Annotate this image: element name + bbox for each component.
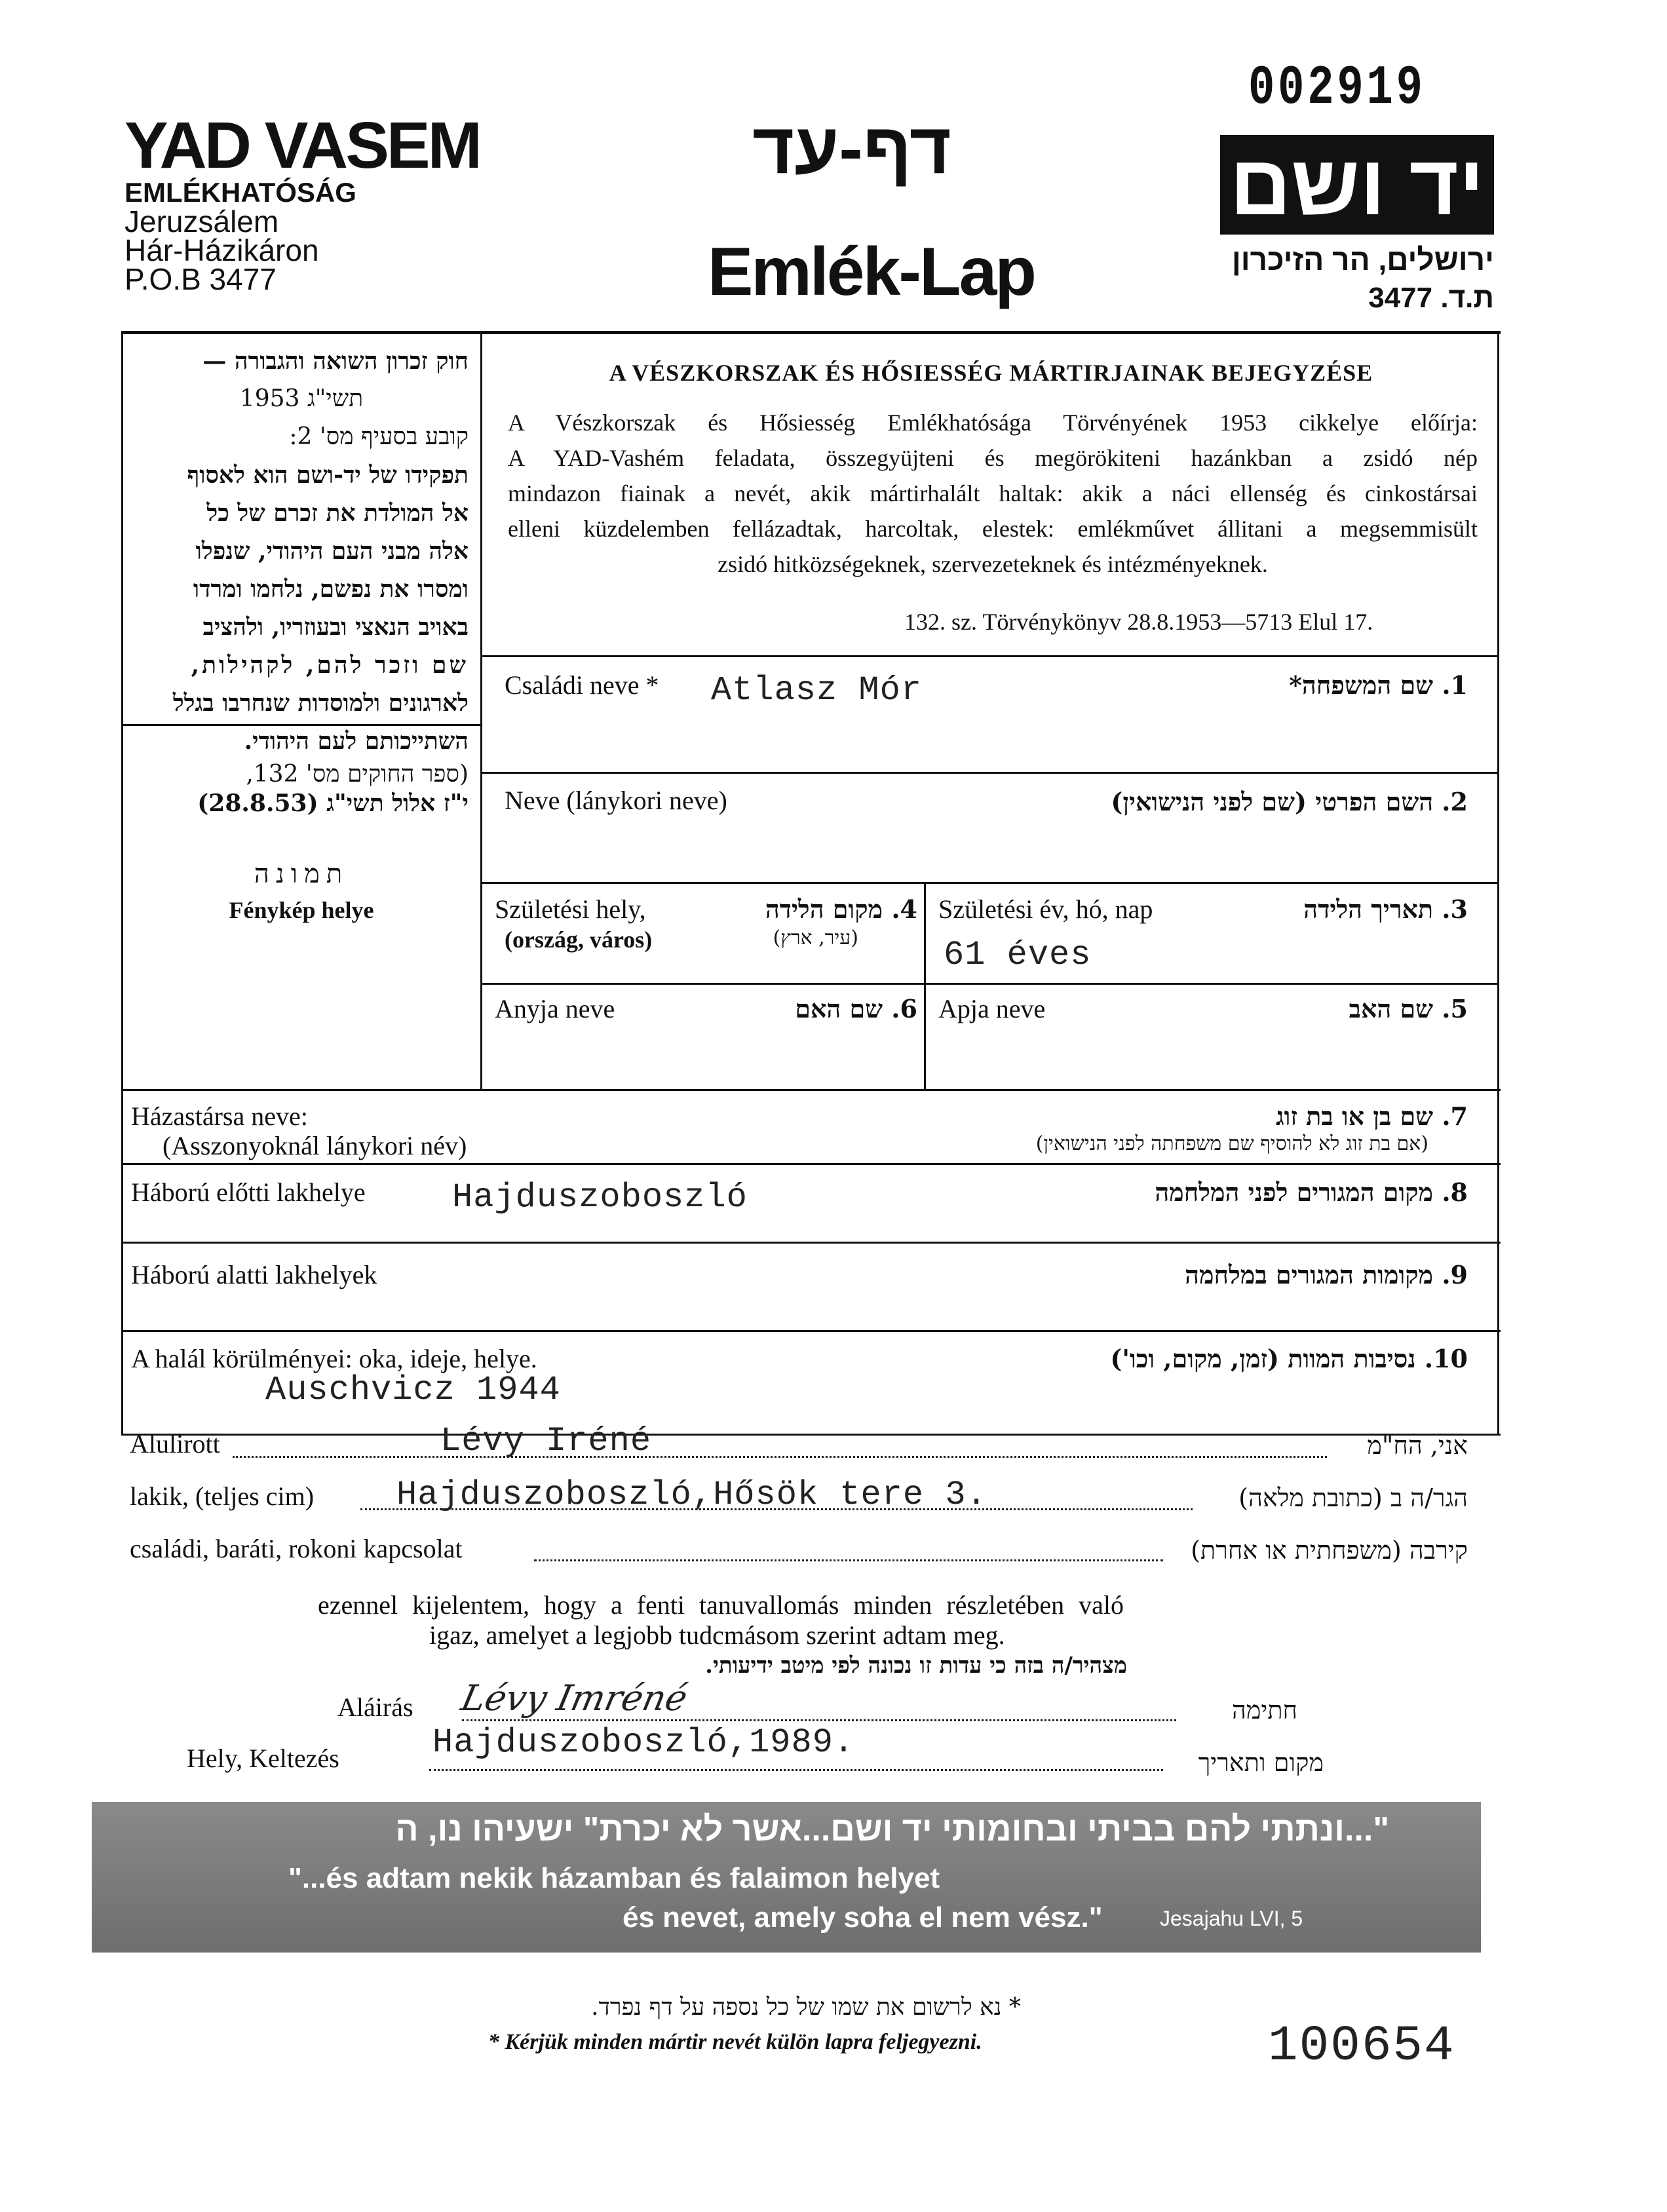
title-hebrew: דף-עד bbox=[752, 108, 951, 189]
law-line: י"ז אלול תשי"ג (28.8.53) bbox=[197, 790, 469, 817]
prewar-residence-value[interactable]: Hajduszoboszló bbox=[452, 1178, 748, 1217]
law-line: באויב הנאצי ובעוזריו, ולהציב bbox=[202, 613, 469, 641]
col-divider bbox=[924, 882, 926, 1091]
logo-hebrew-text: יד ושם bbox=[1229, 137, 1485, 233]
photo-label-hebrew: תמונה bbox=[254, 859, 349, 889]
mother-name-label: Anyja neve bbox=[495, 994, 615, 1023]
statement-hebrew: מצהיר/ה בזה כי עדות זו נכונה לפי מיטב ידיעותי. bbox=[705, 1652, 1127, 1679]
law-line: חוק זכרון השואה והגבורה — bbox=[202, 347, 469, 375]
statement-line-1: ezennel kijelentem, hogy a fenti tanuvallomás minden részletében való bbox=[318, 1590, 1124, 1620]
family-name-label: Családi neve * bbox=[505, 670, 659, 700]
law-line: תשי"ג 1953 bbox=[239, 385, 364, 412]
law-line: קובע בסעיף מס' 2: bbox=[289, 423, 469, 450]
birth-place-label: Születési hely, bbox=[495, 894, 646, 924]
signature-value[interactable]: Lévy Imréné bbox=[457, 1677, 691, 1719]
spouse-name-label-2: (Asszonyoknál lánykori név) bbox=[163, 1131, 467, 1160]
law-line: השתייכותם לעם היהודי. bbox=[244, 727, 469, 755]
intro-line: zsidó hitközségeknek, szervezeteknek és intézményeknek. bbox=[718, 551, 1268, 577]
intro-line: A YAD-Vashém feladata, összegyüjteni és megörökiteni hazánkban a zsidó nép bbox=[508, 445, 1478, 471]
address-hebrew-2: ת.ד. 3477 bbox=[1368, 282, 1494, 314]
address-label: lakik, (teljes cim) bbox=[130, 1481, 315, 1511]
birth-date-value[interactable]: 61 éves bbox=[944, 936, 1092, 974]
death-circumstances-hebrew: 10. נסיבות המוות (זמן, מקום, וכו') bbox=[1110, 1344, 1468, 1373]
law-line: ומסרו את נפשם, נלחמו ומרדו bbox=[193, 575, 469, 603]
statement-line-2: igaz, amelyet a legjobb tudcmásom szerint adtam meg. bbox=[429, 1620, 1005, 1650]
org-subtitle: EMLÉKHATÓSÁG bbox=[125, 177, 356, 208]
banner-hebrew: "...ונתתי להם בביתי ובחומותי יד ושם...אשר לא יכרת" ישעיהו נו, ה bbox=[395, 1810, 1389, 1848]
law-line: אלה מבני העם היהודי, שנפלו bbox=[195, 537, 469, 565]
row-divider bbox=[121, 1434, 1501, 1436]
top-border bbox=[121, 331, 1501, 334]
footer-hebrew-note: * נא לרשום את שמו של כל נספה על דף נפרד. bbox=[591, 1994, 1021, 2021]
law-line: לארגונים ולמוסדות שנחרבו בגלל bbox=[172, 689, 469, 717]
law-line: אל המולדת את זכרם של כל bbox=[206, 499, 469, 527]
row-divider bbox=[121, 1089, 1501, 1091]
banner-line-2: és nevet, amely soha el nem vész." bbox=[623, 1901, 1103, 1934]
wartime-residence-hebrew: 9. מקומות המגורים במלחמה bbox=[1185, 1260, 1468, 1289]
law-box-divider bbox=[480, 331, 482, 1091]
relation-label: családi, baráti, rokoni kapcsolat bbox=[130, 1534, 463, 1563]
law-line: שם וזכר להם, לקהילות, bbox=[191, 651, 469, 679]
banner-line-1: "...és adtam nekik házamban és falaimon helyet bbox=[288, 1862, 940, 1894]
intro-heading: A VÉSZKORSZAK ÉS HŐSIESSÉG MÁRTIRJAINAK BEJEGYZÉSE bbox=[609, 360, 1373, 386]
left-border-lower bbox=[121, 1089, 123, 1435]
spouse-name-hebrew-2: (אם בת זוג לא להוסיף שם משפחתה לפני הנישואין) bbox=[1035, 1132, 1428, 1155]
undersigned-hebrew: אני, הח"מ bbox=[1367, 1431, 1468, 1460]
place-date-value[interactable]: Hajduszoboszló,1989. bbox=[432, 1723, 855, 1762]
signature-label: Aláirás bbox=[337, 1692, 413, 1722]
family-name-value[interactable]: Atlasz Mór bbox=[711, 671, 923, 710]
birth-date-hebrew: 3. תאריך הלידה bbox=[1303, 894, 1468, 924]
row-divider bbox=[121, 1330, 1501, 1332]
yad-vashem-logo bbox=[1220, 135, 1494, 235]
given-name-label: Neve (lánykori neve) bbox=[505, 786, 727, 815]
undersigned-label: Alulirott bbox=[130, 1429, 220, 1459]
prewar-residence-label: Háború előtti lakhelye bbox=[131, 1177, 366, 1207]
place-date-label: Hely, Keltezés bbox=[187, 1744, 339, 1773]
row-divider bbox=[121, 1163, 1501, 1165]
right-border-lower bbox=[1497, 1089, 1499, 1435]
document-number: 100654 bbox=[1268, 2018, 1455, 2074]
signature-hebrew: חתימה bbox=[1231, 1696, 1297, 1725]
relation-hebrew: קירבה (משפחתית או אחרת) bbox=[1191, 1536, 1468, 1565]
mother-name-hebrew: 6. שם האם bbox=[795, 994, 917, 1023]
place-date-line bbox=[429, 1769, 1163, 1771]
intro-line: elleni küzdelemben fellázadtak, harcoltak, elestek: emlékművet állitani a megsemmisült bbox=[508, 516, 1478, 542]
address-hebrew-1: ירושלים, הר הזיכרון bbox=[1231, 242, 1494, 276]
spouse-name-label: Házastársa neve: bbox=[131, 1101, 308, 1131]
address-value[interactable]: Hajduszoboszló,Hősök tere 3. bbox=[396, 1476, 987, 1514]
row-divider bbox=[480, 882, 1499, 884]
birth-place-hebrew-2: (עיר, ארץ) bbox=[773, 926, 858, 949]
father-name-hebrew: 5. שם האב bbox=[1349, 994, 1468, 1023]
given-name-hebrew: 2. השם הפרטי (שם לפני הנישואין) bbox=[1111, 787, 1468, 816]
wartime-residence-label: Háború alatti lakhelyek bbox=[131, 1260, 377, 1289]
spouse-name-hebrew: 7. שם בן או בת זוג bbox=[1276, 1101, 1468, 1131]
intro-text bbox=[508, 405, 1478, 582]
row-divider bbox=[480, 983, 1499, 985]
birth-date-label: Születési év, hó, nap bbox=[938, 894, 1153, 924]
relation-line bbox=[534, 1559, 1163, 1561]
law-box bbox=[134, 342, 469, 818]
signature-line bbox=[462, 1719, 1176, 1721]
address-hebrew: הגר/ה ב (כתובת מלאה) bbox=[1238, 1483, 1468, 1512]
intro-line: A Vészkorszak és Hősiesség Emlékhatósága Törvényének 1953 cikkelye előírja: bbox=[508, 410, 1478, 436]
org-pob: P.O.B 3477 bbox=[125, 262, 277, 296]
undersigned-value[interactable]: Lévy Iréné bbox=[440, 1422, 652, 1460]
banner-citation: Jesajahu LVI, 5 bbox=[1160, 1907, 1303, 1930]
prewar-residence-hebrew: 8. מקום המגורים לפני המלחמה bbox=[1155, 1177, 1468, 1207]
death-circumstances-label: A halál körülményei: oka, ideje, helye. bbox=[131, 1344, 537, 1373]
org-name: YAD VASEM bbox=[125, 109, 480, 182]
quote-banner bbox=[92, 1802, 1481, 1953]
org-city: Jeruzsálem bbox=[125, 204, 279, 238]
intro-line: mindazon fiainak a nevét, akik mártirhalált haltak: akik a náci ellenség és cinkostársai bbox=[508, 480, 1478, 506]
death-circumstances-value[interactable]: Auschvicz 1944 bbox=[265, 1371, 561, 1409]
row-divider bbox=[121, 1242, 1501, 1244]
family-name-hebrew: 1. שם המשפחה* bbox=[1289, 670, 1468, 700]
birth-place-label-2: (ország, város) bbox=[505, 926, 653, 953]
row-divider bbox=[480, 655, 1499, 657]
left-border bbox=[121, 331, 123, 1091]
serial-number: 002919 bbox=[1248, 58, 1426, 120]
birth-place-hebrew: 4. מקום הלידה bbox=[765, 894, 917, 924]
intro-citation: 132. sz. Törvénykönyv 28.8.1953—5713 Elul 17. bbox=[904, 609, 1373, 635]
law-line: (ספר החוקים מס' 132, bbox=[246, 761, 469, 788]
row-divider bbox=[480, 772, 1499, 774]
right-border bbox=[1497, 331, 1499, 1091]
photo-label: Fénykép helye bbox=[229, 897, 374, 923]
place-date-hebrew: מקום ותאריך bbox=[1198, 1748, 1324, 1777]
footer-note: * Kérjük minden mártir nevét külön lapra feljegyezni. bbox=[488, 2030, 982, 2054]
father-name-label: Apja neve bbox=[938, 994, 1046, 1023]
form-title: Emlék-Lap bbox=[708, 234, 1035, 310]
org-mount: Hár-Házikáron bbox=[125, 233, 319, 267]
law-line: תפקידו של יד-ושם הוא לאסוף bbox=[187, 461, 469, 489]
undersigned-line bbox=[233, 1456, 1327, 1458]
